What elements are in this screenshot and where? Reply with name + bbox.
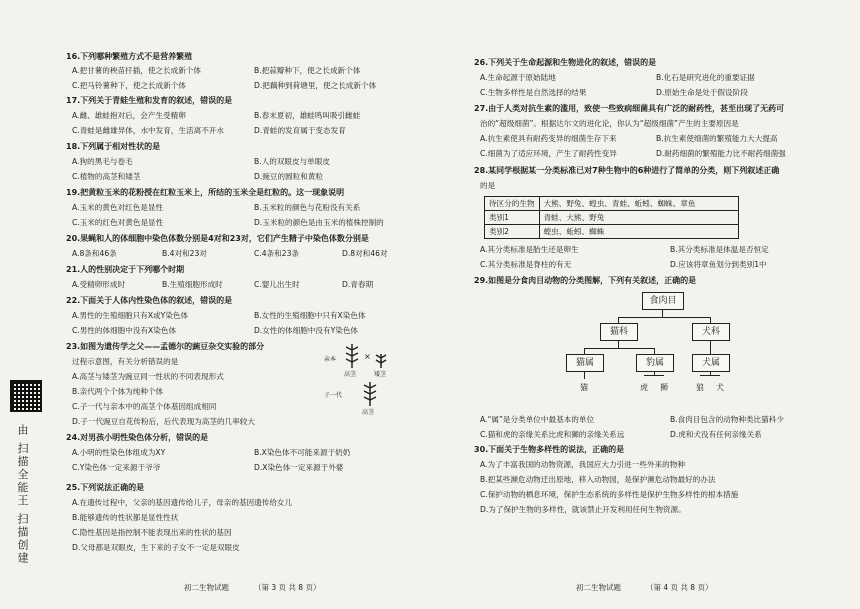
question-25: 25.下列说法正确的是: [66, 483, 145, 492]
option: B.把蒜瓣种下，使之长成新个体: [254, 66, 361, 75]
footer-title: 初二生物试题: [184, 583, 229, 592]
question-27-cont: 治的“超级细菌”。根据达尔文的进化论，你认为“超级细菌”产生的主要原因是: [480, 119, 739, 128]
label-f1: 子一代: [324, 392, 343, 399]
question-23: 23.如图为遗传学之父——孟德尔的豌豆杂交实验的部分: [66, 342, 265, 351]
option: C.细菌为了适应环境，产生了耐药性变异: [480, 149, 617, 158]
option: C.其分类标准是脊柱的有无: [480, 260, 572, 269]
option: D.女性的体细胞中没有Y染色体: [254, 326, 359, 335]
tree-line: [584, 371, 585, 379]
option: A.男性的生殖细胞只有X或Y染色体: [72, 311, 189, 320]
option: C.4条和23条: [254, 249, 299, 258]
option: C.猫和虎的亲缘关系比虎和狮的亲缘关系远: [480, 430, 625, 439]
table-cell: 青蛙、大熊、野兔: [539, 211, 738, 225]
tall-pea-icon: [344, 342, 360, 368]
option: D.青蛙的发育属于变态发育: [254, 126, 346, 135]
right-page: [474, 40, 829, 605]
species-wolf: 狼: [696, 383, 704, 392]
question-20: 20.果蝇和人的体细胞中染色体数分别是4对和23对，它们产生精子中染色体数分别是: [66, 234, 369, 243]
tree-line: [662, 309, 663, 317]
option: A.“属”是分类单位中最基本的单位: [480, 415, 595, 424]
option: B.其分类标准是体温是否恒定: [670, 245, 769, 254]
classification-table: [484, 196, 739, 239]
node-family-canidae: 犬科: [692, 323, 730, 341]
label-parent: 亲本: [324, 356, 337, 363]
option: D.青春期: [342, 280, 374, 289]
node-family-felidae: 猫科: [600, 323, 638, 341]
option: B.把某些濒危动物迁出原地，移入动物园，是保护濒危动物最好的办法: [480, 475, 716, 484]
question-27: 27.由于人类对抗生素的滥用，致使一些致病细菌具有广泛的耐药性，甚至出现了无药可: [474, 104, 785, 113]
table-cell: 类别1: [485, 211, 540, 225]
f1-pea-icon: [362, 380, 378, 406]
tree-line: [654, 371, 655, 375]
species-tiger: 虎: [640, 383, 648, 392]
scanner-watermark: [0, 380, 60, 609]
option: A.抗生素使具有耐药变异的细菌生存下来: [480, 134, 617, 143]
option: D.为了保护生物的多样性，就该禁止开发利用任何生物资源。: [480, 505, 686, 514]
option: A.在遗传过程中，父亲的基因遗传给儿子，母亲的基因遗传给女儿: [72, 498, 293, 507]
option: D.子一代豌豆自花传粉后，后代表现为高茎的几率较大: [72, 417, 255, 426]
option: D.玉米粒的颜色是由玉米的植株控制的: [254, 218, 384, 227]
option: A.高茎与矮茎为豌豆同一性状的不同表现形式: [72, 372, 224, 381]
question-17: 17.下列关于青蛙生殖和发育的叙述，错误的是: [66, 96, 233, 105]
question-16: 16.下列哪种繁殖方式不是营养繁殖: [66, 52, 193, 61]
label-tall: 高茎: [344, 371, 357, 378]
option: B.X染色体不可能来源于奶奶: [254, 448, 351, 457]
table-row: [485, 211, 739, 225]
question-23-cont: 过程示意图，有关分析错误的是: [72, 357, 179, 366]
option: C.隐性基因是指控制不能表现出来的性状的基因: [72, 528, 232, 537]
option: C.青蛙是雌雄异体，水中发育，生活离不开水: [72, 126, 224, 135]
qr-code: [10, 380, 42, 412]
node-genus-canis: 犬属: [692, 354, 730, 372]
tree-line: [700, 375, 720, 376]
tree-line: [618, 317, 710, 318]
table-cell: 类别2: [485, 225, 540, 239]
species-lion: 狮: [660, 383, 668, 392]
option: C.把马铃薯种下，使之长成新个体: [72, 81, 187, 90]
option: B.女性的生殖细胞中只有X染色体: [254, 311, 366, 320]
option: C.生物多样性是自然选择的结果: [480, 88, 587, 97]
option: A.玉米的黄色对红色是显性: [72, 203, 164, 212]
option: A.狗的黑毛与卷毛: [72, 157, 133, 166]
option: B.人的双眼皮与单眼皮: [254, 157, 330, 166]
cross-symbol: ×: [364, 352, 371, 361]
question-26: 26.下列关于生命起源和生物进化的叙述，错误的是: [474, 58, 657, 67]
option: A.为了丰富我国的动物资源，我国应大力引进一些外来的物种: [480, 460, 685, 469]
question-24: 24.对男孩小明性染色体分析，错误的是: [66, 433, 209, 442]
option: D.原始生命是处于假设阶段: [656, 88, 748, 97]
option: C.子一代与亲本中的高茎个体基因组成相同: [72, 402, 217, 411]
species-dog: 犬: [716, 383, 724, 392]
footer-title: 初二生物试题: [576, 583, 621, 592]
option: C.Y染色体一定来源于爷爷: [72, 463, 161, 472]
species-cat: 猫: [580, 383, 588, 392]
classification-tree: [564, 292, 764, 412]
label-f1-tall: 高茎: [362, 409, 375, 416]
option: D.耐药细菌的繁殖能力比不耐药细菌强: [656, 149, 786, 158]
tree-line: [618, 340, 619, 348]
option: A.8条和46条: [72, 249, 117, 258]
option: C.婴儿出生时: [254, 280, 300, 289]
short-pea-icon: [374, 352, 388, 368]
table-cell: 大熊、野兔、蝗虫、青蛙、蚯蚓、蜘蛛、章鱼: [539, 197, 738, 211]
tree-line: [710, 340, 711, 354]
question-18: 18.下列属于相对性状的是: [66, 142, 161, 151]
option: D.豌豆的圆粒和黄粒: [254, 172, 324, 181]
question-21: 21.人的性别决定于下列哪个时期: [66, 265, 185, 274]
option: A.把甘薯的秧苗扦插，使之长成新个体: [72, 66, 201, 75]
tree-line: [584, 348, 654, 349]
tree-line: [644, 375, 664, 376]
label-short: 矮茎: [374, 371, 387, 378]
option: A.其分类标准是胎生还是卵生: [480, 245, 579, 254]
option: D.把藕种到荷塘里，使之长成新个体: [254, 81, 377, 90]
option: B.食肉目包含的动物种类比猫科少: [670, 415, 784, 424]
option: D.8对和46对: [342, 249, 388, 258]
question-22: 22.下面关于人体内性染色体的叙述，错误的是: [66, 296, 233, 305]
option: A.雌、雄蛙抱对后，会产生受精卵: [72, 111, 186, 120]
option: D.父母都是双眼皮，生下来的子女不一定是双眼皮: [72, 543, 240, 552]
option: A.受精卵形成时: [72, 280, 126, 289]
question-29: 29.如图是分食肉目动物的分类图解，下列有关叙述，正确的是: [474, 276, 697, 285]
option: B.春末夏初，雄蛙鸣叫吸引雌蛙: [254, 111, 361, 120]
question-28: 28.某同学根据某一分类标准已对7种生物中的6种进行了简单的分类，则下列叙述正确: [474, 166, 780, 175]
option: B.生殖细胞形成时: [162, 280, 223, 289]
pea-cross-figure: [324, 340, 404, 420]
option: D.X染色体一定来源于外婆: [254, 463, 344, 472]
option: B.能够遗传的性状都是显性性状: [72, 513, 179, 522]
question-30: 30.下面关于生物多样性的说法，正确的是: [474, 445, 625, 454]
table-row: [485, 225, 739, 239]
option: B.亲代两个个体为纯种个体: [72, 387, 164, 396]
table-cell: 蝗虫、蚯蚓、蜘蛛: [539, 225, 738, 239]
option: B.玉米粒的颜色与花粉没有关系: [254, 203, 361, 212]
option: A.生命起源于原始陆地: [480, 73, 556, 82]
option: A.小明的性染色体组成为XY: [72, 448, 166, 457]
footer-page: （第 4 页 共 8 页）: [646, 583, 713, 592]
option: C.保护动物的栖息环境，保护生态系统的多样性是保护生物多样性的根本措施: [480, 490, 739, 499]
option: D.虎和犬没有任何亲缘关系: [670, 430, 762, 439]
question-28-cont: 的是: [480, 181, 496, 190]
table-cell: 待区分的生物: [485, 197, 540, 211]
option: C.植物的高茎和矮茎: [72, 172, 141, 181]
option: C.男性的体细胞中没有X染色体: [72, 326, 177, 335]
left-page: [66, 40, 416, 605]
watermark-text: 由 扫描全能王 扫描创建: [16, 424, 29, 565]
node-order: 食肉目: [642, 292, 684, 310]
node-genus-panthera: 豹属: [636, 354, 674, 372]
table-row: [485, 197, 739, 211]
option: C.玉米的红色对黄色是显性: [72, 218, 164, 227]
option: B.抗生素使细菌的繁殖能力大大提高: [656, 134, 778, 143]
tree-line: [710, 371, 711, 375]
option: B.4对和23对: [162, 249, 207, 258]
question-19: 19.把黄粒玉米的花粉授在红粒玉米上，所结的玉米全是红粒的。这一现象说明: [66, 188, 345, 197]
node-genus-felis: 猫属: [566, 354, 604, 372]
footer-page: （第 3 页 共 8 页）: [254, 583, 321, 592]
option: B.化石是研究进化的重要证据: [656, 73, 755, 82]
option: D.应该将章鱼划分到类别1中: [670, 260, 767, 269]
